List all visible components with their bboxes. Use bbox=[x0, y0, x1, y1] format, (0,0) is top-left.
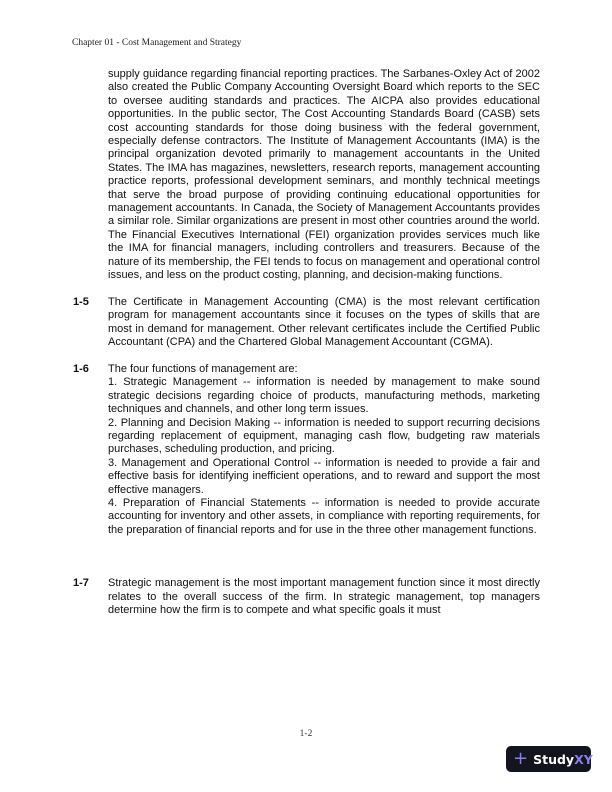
answer-label: 1-6 bbox=[73, 362, 89, 375]
running-header: Chapter 01 - Cost Management and Strategy bbox=[72, 38, 242, 48]
brand-name-part2: XY bbox=[574, 751, 593, 767]
list-item: 2. Planning and Decision Making -- information is needed to support recurring decisions regarding replacement of equipment, managing cash flow, budgeting raw materials purchases, scheduling production, and pricing. bbox=[108, 416, 540, 456]
list-item: 1. Strategic Management -- information is needed by management to make sound strategic decisions regarding choice of products, manufacturing methods, marketing techniques and channels, and other long term issues. bbox=[108, 376, 540, 416]
answer-1-5 bbox=[73, 296, 540, 350]
studyxy-watermark[interactable] bbox=[506, 746, 591, 772]
answer-label: 1-5 bbox=[73, 295, 89, 308]
answer-1-7 bbox=[73, 577, 540, 617]
continuation-text: supply guidance regarding financial reporting practices. The Sarbanes-Oxley Act of 2002 also created the Public Company Accounting Oversight Board which reports to the SEC to oversee auditing standards and practices. The AICPA also provides educational opportunities. In the public sector, The Cost Accounting Standards Board (CASB) sets cost accounting standards for those doing business with the federal government, especially defense contractors. The Institute of Management Accountants (IMA) is the principal organization devoted primarily to management accountants in the United States. The IMA has magazines, newsletters, research reports, management accounting practice reports, professional development seminars, and monthly technical meetings that serve the broad purpose of providing continuing educational opportunities for management accountants. In Canada, the Society of Management Accountants provides a similar role. Similar organizations are present in most other countries around the world. The Financial Executives International (FEI) organization provides services much like the IMA for financial managers, including controllers and treasurers. Because of the nature of its membership, the FEI tends to focus on management and operational control issues, and less on the product costing, planning, and decision-making functions. bbox=[108, 68, 540, 282]
answer-label: 1-7 bbox=[73, 577, 89, 590]
page-content bbox=[73, 68, 540, 617]
answer-text: The Certificate in Management Accounting (CMA) is the most relevant certification program for management accountants since it focuses on the types of skills that are most in demand for management. Other relevant certificates include the Certified Public Accountant (CPA) and the Chartered Global Management Accountant (CGMA). bbox=[108, 295, 540, 349]
plus-icon: + bbox=[513, 748, 529, 769]
page-number: 1-2 bbox=[299, 729, 313, 739]
answer-intro: The four functions of management are: bbox=[108, 362, 298, 375]
answer-1-6 bbox=[73, 363, 540, 537]
continuation-paragraph bbox=[73, 68, 540, 283]
brand-name-part1: Study bbox=[533, 751, 575, 767]
answer-text: Strategic management is the most important management function since it most directly relates to the overall success of the firm. In strategic management, top managers determine how the firm is to compete and what specific goals it must bbox=[108, 577, 540, 616]
list-item: 3. Management and Operational Control -- information is needed to provide a fair and effective basis for identifying inefficient operations, and to reward and support the most effective managers. bbox=[108, 456, 540, 496]
list-item: 4. Preparation of Financial Statements -- information is needed to provide accurate accounting for inventory and other assets, in compliance with reporting requirements, for the preparation of financial reports and for use in the three other management functions. bbox=[108, 496, 540, 536]
